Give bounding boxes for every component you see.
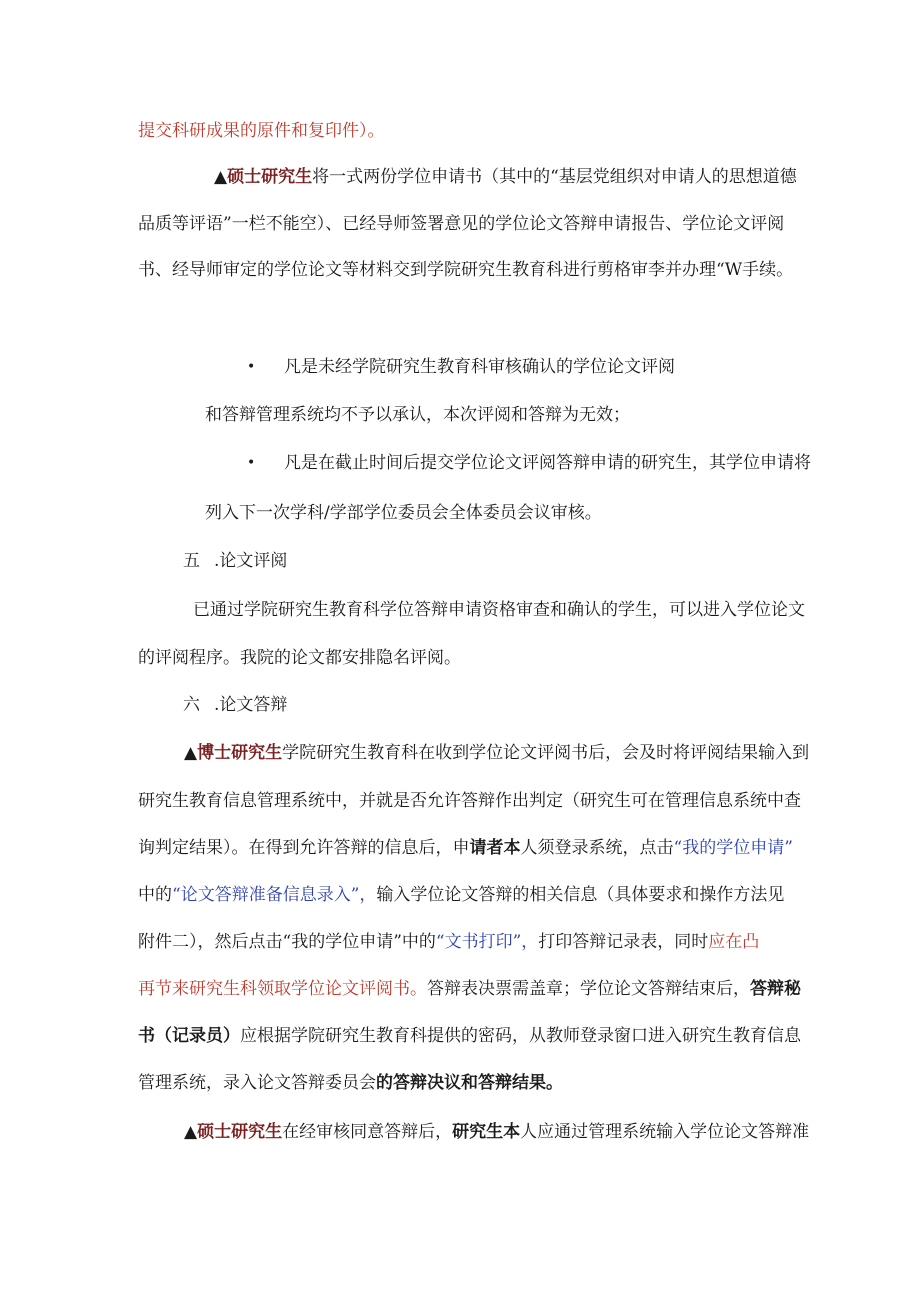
paragraph-line: 和答辩管理系统均不予以承认，本次评阅和答辩为无效； bbox=[205, 405, 630, 425]
text-run: 在经审核同意答辩后， bbox=[282, 1122, 453, 1142]
text-run: 请者本 bbox=[469, 838, 521, 858]
role-label: 硕士研究生 bbox=[197, 1122, 283, 1142]
text-run: 将一式两份学位申请书（其中的“基层党组织对申请人的思想道德 bbox=[312, 167, 797, 187]
text-run: 书（记录员） bbox=[138, 1026, 240, 1046]
menu-reference: “我的学位申请” bbox=[673, 838, 793, 858]
paragraph-line: 的评阅程序。我院的论文都安排隐名评阅。 bbox=[138, 648, 461, 668]
bullet-icon: • bbox=[247, 359, 256, 375]
section-heading bbox=[183, 550, 287, 572]
section-heading bbox=[183, 694, 287, 716]
text-run: 应根据学院研究生教育科提供的密码，从教师登录窗口进入研究生教育信息 bbox=[240, 1026, 801, 1046]
paragraph-line bbox=[214, 166, 797, 188]
paragraph-line bbox=[138, 884, 784, 906]
text-run: 附件二），然后点击“我的学位申请”中的 bbox=[138, 932, 436, 952]
paragraph-line bbox=[184, 742, 809, 764]
triangle-icon: ▲ bbox=[214, 167, 228, 187]
section-number: 六 bbox=[183, 695, 200, 715]
menu-reference: “文书打印”， bbox=[435, 932, 539, 952]
menu-reference: “论文答辩准备信息录入”， bbox=[172, 885, 377, 905]
role-label: 硕士研究生 bbox=[227, 167, 313, 187]
text-run: 答辩秘 bbox=[750, 979, 801, 999]
section-number: 五 bbox=[183, 551, 200, 571]
text-run: 人须登录系统，点击 bbox=[520, 838, 674, 858]
paragraph-line: 品质等评语”一栏不能空）、已经导师签署意见的学位论文答辩申请报告、学位论文评阅 bbox=[138, 214, 785, 234]
paragraph-line: 凡是在截止时间后提交学位论文评阅答辩申请的研究生，其学位申请将 bbox=[284, 453, 811, 473]
paragraph-line bbox=[138, 1025, 801, 1047]
highlight-text: 再节来研究生科领取学位论文评阅书。 bbox=[138, 979, 427, 999]
text-run: 学院研究生教育科在收到学位论文评阅书后，会及时将评阅结果输入到 bbox=[282, 743, 810, 763]
paragraph-line: 书、经导师审定的学位论文等材料交到学院研究生教育科进行剪格审李并办理“W手续。 bbox=[138, 260, 794, 280]
section-title: .论文评阅 bbox=[214, 551, 288, 571]
triangle-icon: ▲ bbox=[184, 743, 198, 763]
triangle-icon: ▲ bbox=[184, 1122, 198, 1142]
paragraph-line: 研究生教育信息管理系统中，并就是否允许答辩作出判定（研究生可在管理信息系统中查 bbox=[138, 791, 801, 811]
paragraph-line: 已通过学院研究生教育科学位答辩申请资格审查和确认的学生，可以进入学位论文 bbox=[193, 600, 805, 620]
paragraph-line bbox=[138, 1072, 563, 1094]
text-run: 询判定结果）。在得到允许答辩的信息后， bbox=[138, 838, 453, 858]
paragraph-line: 凡是未经学院研究生教育科审核确认的学位论文评阅 bbox=[284, 357, 675, 377]
text-run: 答辩表决票需盖章；学位论文答辩结束后， bbox=[427, 979, 750, 999]
section-title: .论文答辩 bbox=[214, 695, 288, 715]
highlight-text: 应在凸 bbox=[708, 932, 760, 952]
text-run: 人应通过管理系统输入学位论文答辩准 bbox=[520, 1122, 810, 1142]
paragraph-line: 提交科研成果的原件和复印件）。 bbox=[138, 121, 385, 141]
text-run: 打印答辩记录表，同时 bbox=[538, 932, 709, 952]
text-run: 管理系统，录入论文答辩委员会 bbox=[138, 1073, 376, 1093]
paragraph-line bbox=[138, 837, 793, 859]
bullet-icon: • bbox=[247, 455, 256, 471]
paragraph-line: 列入下一次学科/学部学位委员会全体委员会议审核。 bbox=[205, 503, 602, 523]
paragraph-line bbox=[138, 931, 759, 953]
text-run: 申 bbox=[452, 838, 470, 858]
paragraph-line bbox=[184, 1121, 809, 1143]
text-run: 中的 bbox=[138, 885, 172, 905]
text-run: 研究生本 bbox=[452, 1122, 521, 1142]
paragraph-line bbox=[138, 978, 801, 1000]
text-run: 输入学位论文答辩的相关信息（具体要求和操作方法见 bbox=[376, 885, 785, 905]
role-label: 博士研究生 bbox=[197, 743, 283, 763]
text-run: 的答辩决议和答辩结果。 bbox=[376, 1073, 563, 1093]
